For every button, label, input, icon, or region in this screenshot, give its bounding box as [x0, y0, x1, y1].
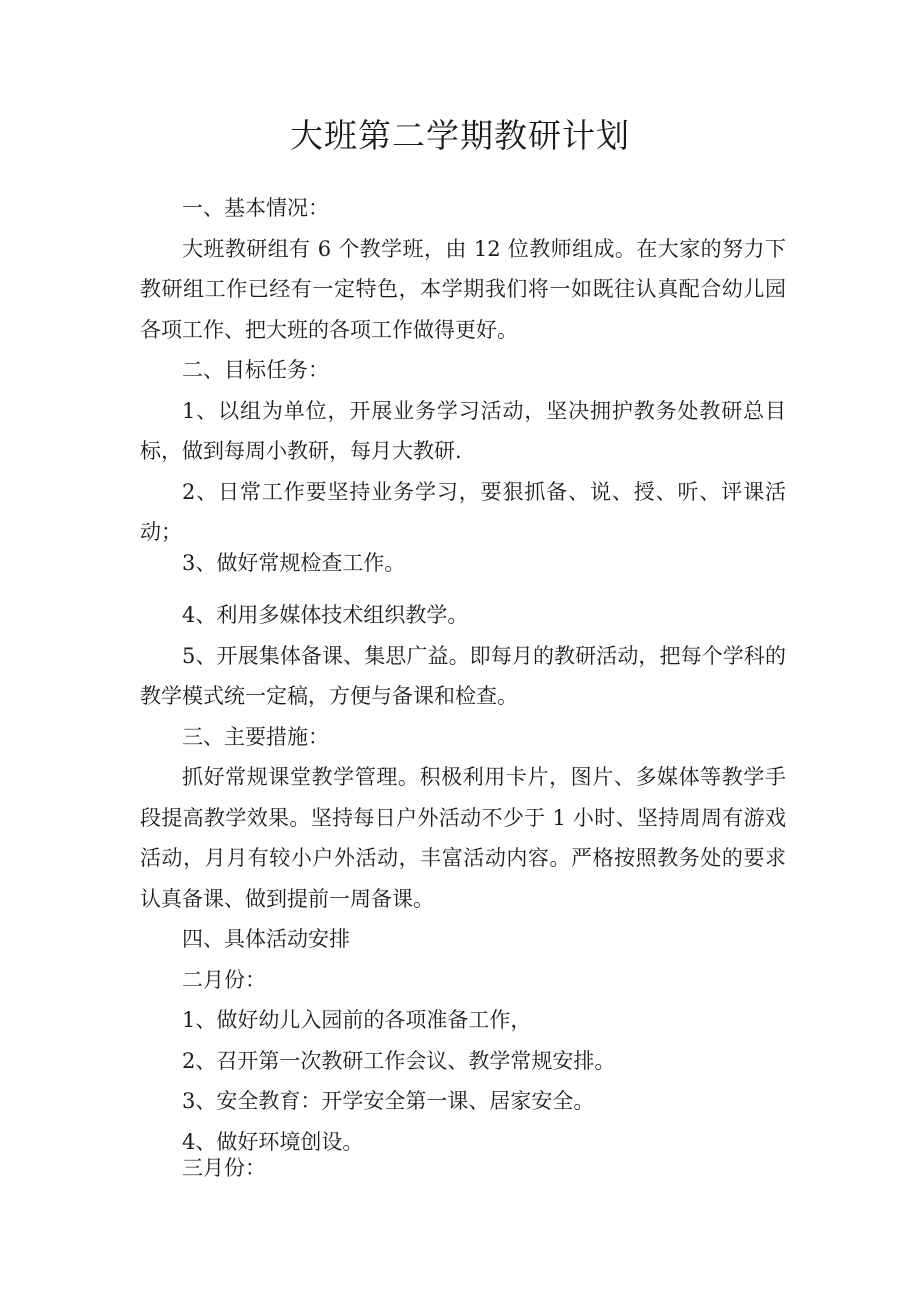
- month-heading: 三月份：: [182, 1156, 266, 1180]
- paragraph: 大班教研组有 6 个教学班，由 12 位教师组成。在大家的努力下教研组工作已经有一定特色，本学期我们将一如既往认真配合幼儿园各项工作、把大班的各项工作做得更好。: [140, 236, 786, 342]
- month-heading: 二月份：: [182, 967, 266, 992]
- section-basic-heading-block: [140, 188, 786, 553]
- paragraph: 抓好常规课堂教学管理。积极利用卡片，图片、多媒体等教学手段提高教学效果。坚持每日户外活动不少于 1 小时、坚持周周有游戏活动，月月有较小户外活动，丰富活动内容。严格按照教务处的要求认真备课、做到提前一周备课。: [140, 765, 786, 911]
- section-heading: 三、主要措施：: [182, 724, 329, 749]
- march-block: [140, 1148, 786, 1189]
- list-item: 2、召开第一次教研工作会议、教学常规安排。: [182, 1048, 616, 1073]
- list-item: 3、做好常规检查工作。: [182, 551, 406, 575]
- list-item: 5、开展集体备课、集思广益。即每月的教研活动，把每个学科的教学模式统一定稿，方便与备课和检查。: [140, 643, 786, 708]
- list-item: 1、做好幼儿入园前的各项准备工作，: [182, 1008, 532, 1032]
- list-item: 2、日常工作要坚持业务学习，要狠抓备、说、授、听、评课活动；: [140, 479, 786, 544]
- list-item: 4、利用多媒体技术组织教学。: [182, 603, 469, 627]
- list-item: 3、安全教育：开学安全第一课、居家安全。: [182, 1089, 595, 1113]
- goal-items-block-2: [140, 595, 786, 1162]
- document-title: 大班第二学期教研计划: [290, 116, 630, 155]
- goal-items-block: [140, 543, 786, 584]
- section-heading: 二、目标任务：: [182, 358, 329, 382]
- section-heading: 四、具体活动安排: [182, 927, 350, 951]
- list-item: 1、以组为单位，开展业务学习活动，坚决拥护教务处教研总目标，做到每周小教研，每月大教研.: [140, 398, 786, 463]
- section-heading: 一、基本情况：: [182, 196, 329, 220]
- list-item: 4、做好环境创设。: [182, 1129, 364, 1154]
